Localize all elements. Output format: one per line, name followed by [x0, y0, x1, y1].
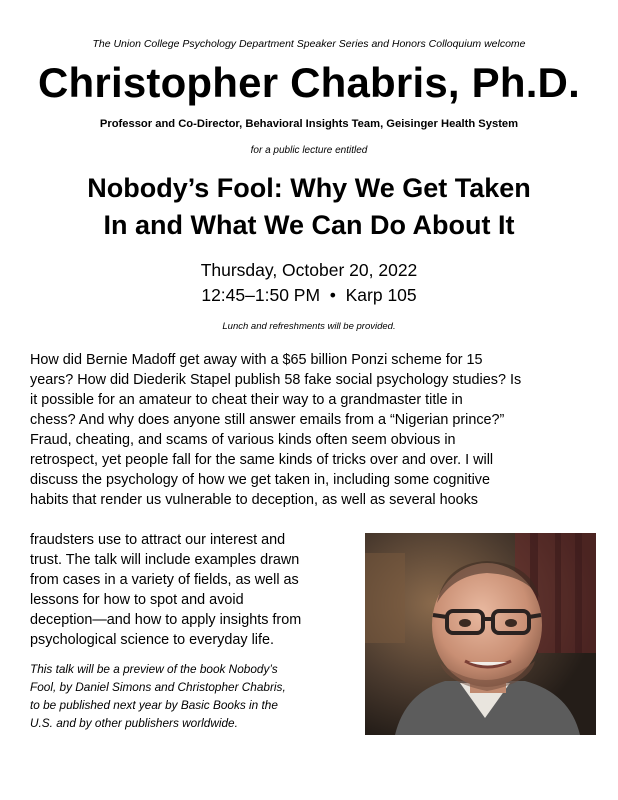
- abstract-line: lessons for how to spot and avoid: [30, 592, 244, 608]
- abstract-line: chess? And why does anyone still answer emails from a “Nigerian prince?”: [30, 412, 505, 428]
- abstract-line: trust. The talk will include examples drawn: [30, 552, 300, 568]
- speaker-photo: [365, 533, 596, 735]
- abstract-paragraph: [30, 350, 598, 510]
- abstract-line: deception—and how to apply insights from: [30, 612, 302, 628]
- refreshments-note: Lunch and refreshments will be provided.: [222, 321, 396, 332]
- abstract-line: discuss the psychology of how we get taken in, including some cognitive: [30, 472, 490, 488]
- note-line: This talk will be a preview of the book Nobody’s: [30, 662, 278, 676]
- speaker-name: Christopher Chabris, Ph.D.: [38, 59, 580, 106]
- speaker-affiliation: Professor and Co-Director, Behavioral Insights Team, Geisinger Health System: [99, 118, 519, 130]
- abstract-line: psychological science to everyday life.: [30, 632, 274, 648]
- abstract-line: years? How did Diederik Stapel publish 58 fake social psychology studies? Is: [30, 372, 522, 388]
- speaker-portrait-illustration: [365, 533, 596, 735]
- time-place-text: 12:45–1:50 PM • Karp 105: [201, 285, 417, 305]
- lecture-title: [0, 170, 618, 244]
- lecture-title-line: In and What We Can Do About It: [103, 210, 515, 240]
- abstract-paragraph-continued: [30, 530, 356, 650]
- abstract-line: it possible for an amateur to cheat their way to a grandmaster title in: [30, 392, 463, 408]
- abstract-line: How did Bernie Madoff get away with a $65 billion Ponzi scheme for 15: [30, 352, 483, 368]
- abstract-line: from cases in a variety of fields, as well as: [30, 572, 299, 588]
- lecture-title-line: Nobody’s Fool: Why We Get Taken: [87, 173, 531, 203]
- lecture-date: Thursday, October 20, 2022: [200, 260, 418, 280]
- note-line: U.S. and by other publishers worldwide.: [30, 716, 238, 730]
- note-line: Fool, by Daniel Simons and Christopher Chabris,: [30, 680, 286, 694]
- abstract-line: retrospect, yet people fall for the same kinds of tricks over and over. I will: [30, 452, 494, 468]
- lecture-intro: for a public lecture entitled: [250, 145, 368, 156]
- abstract-line: fraudsters use to attract our interest and: [30, 532, 286, 548]
- note-line: to be published next year by Basic Books in the: [30, 698, 278, 712]
- intro-text: The Union College Psychology Department Speaker Series and Honors Colloquium welcome: [92, 38, 526, 50]
- book-preview-note: [30, 660, 356, 732]
- lecture-time-place: [0, 283, 618, 307]
- abstract-line: Fraud, cheating, and scams of various kinds often seem obvious in: [30, 432, 456, 448]
- abstract-line: habits that render us vulnerable to deception, as well as several hooks: [30, 492, 478, 508]
